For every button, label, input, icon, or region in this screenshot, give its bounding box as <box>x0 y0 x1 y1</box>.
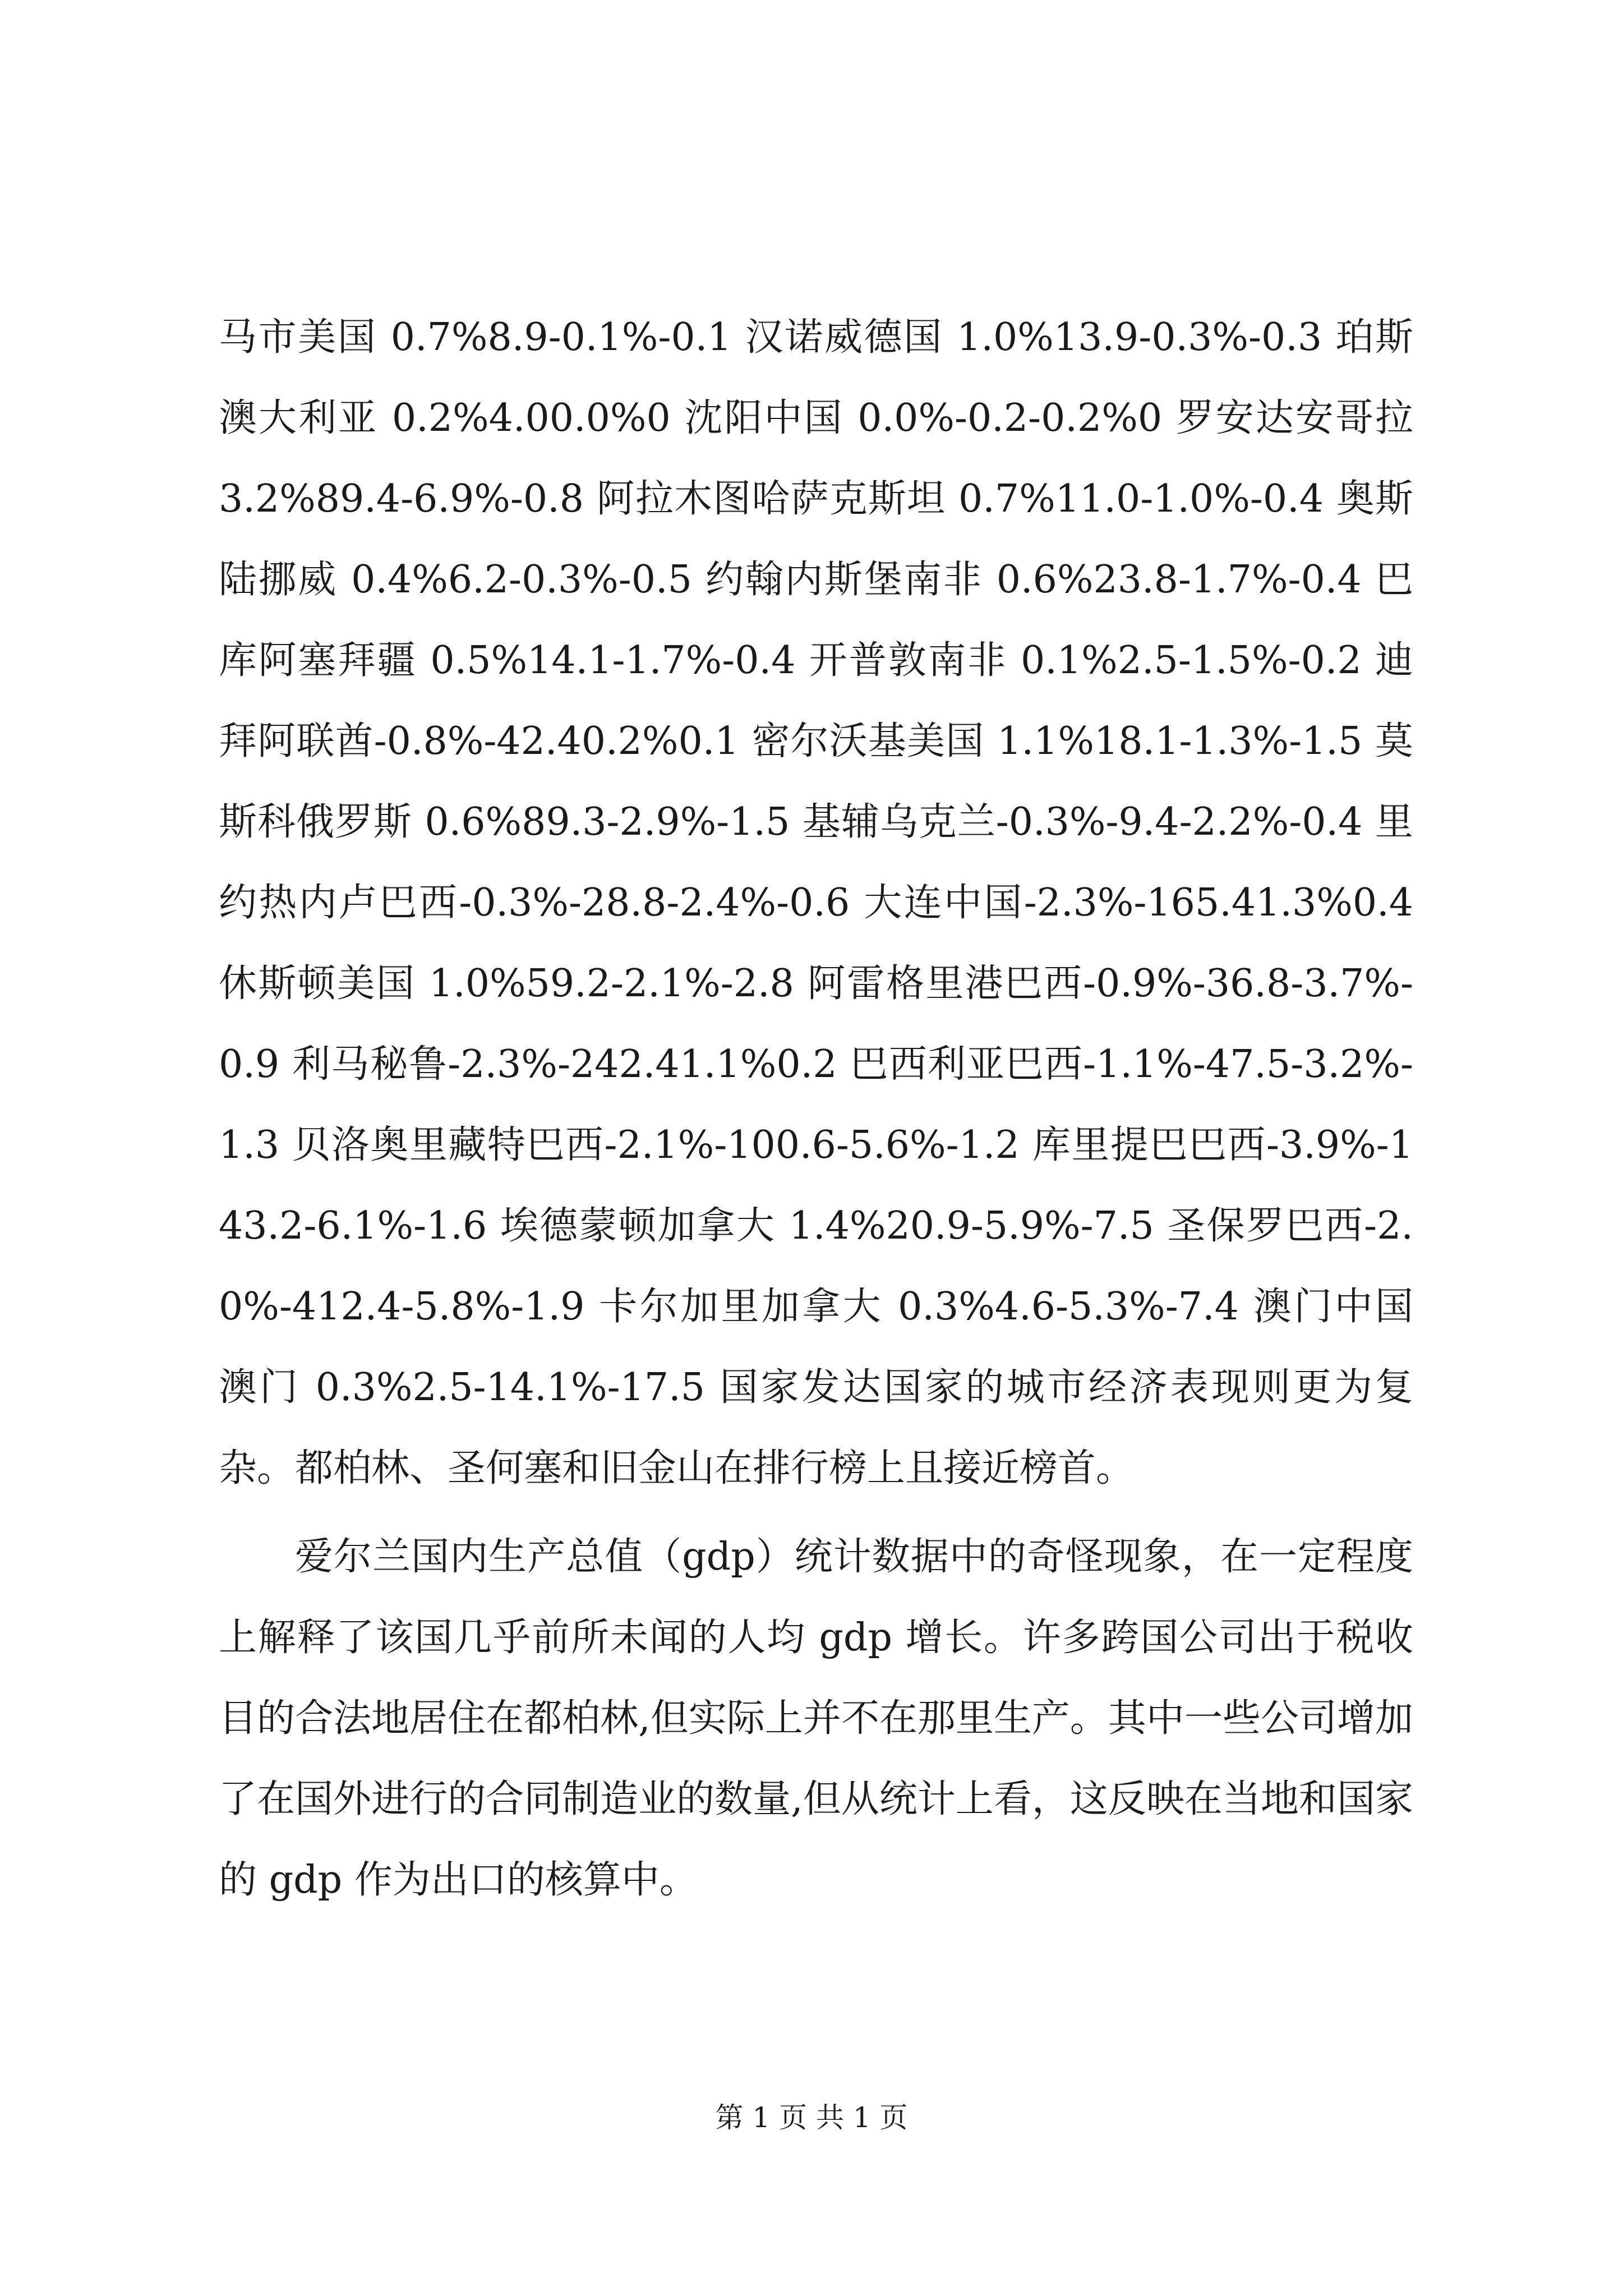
paragraph-ireland-gdp: 爱尔兰国内生产总值（gdp）统计数据中的奇怪现象，在一定程度上解释了该国几乎前所未闻的人均 gdp 增长。许多跨国公司出于税收目的合法地居住在都柏林,但实际上并不在那里生产。其中一些公司增加了在国外进行的合同制造业的数量,但从统计上看，这反映在当地和国家的 gdp 作为出口的核算中。 <box>219 1535 1413 1902</box>
page-footer: 第 1 页 共 1 页 <box>715 2101 908 2134</box>
document-body <box>219 297 1413 1921</box>
paragraph-city-data: 马市美国 0.7%8.9-0.1%-0.1 汉诺威德国 1.0%13.9-0.3%-0.3 珀斯澳大利亚 0.2%4.00.0%0 沈阳中国 0.0%-0.2-0.2%0 罗安达安哥拉 3.2%89.4-6.9%-0.8 阿拉木图哈萨克斯坦 0.7%11.0-1.0%-0.4 奥斯陆挪威 0.4%6.2-0.3%-0.5 约翰内斯堡南非 0.6%23.8-1.7%-0.4 巴库阿塞拜疆 0.5%14.1-1.7%-0.4 开普敦南非 0.1%2.5-1.5%-0.2 迪拜阿联酋-0.8%-42.40.2%0.1 密尔沃基美国 1.1%18.1-1.3%-1.5 莫斯科俄罗斯 0.6%89.3-2.9%-1.5 基辅乌克兰-0.3%-9.4-2.2%-0.4 里约热内卢巴西-0.3%-28.8-2.4%-0.6 大连中国-2.3%-165.41.3%0.4 休斯顿美国 1.0%59.2-2.1%-2.8 阿雷格里港巴西-0.9%-36.8-3.7%-0.9 利马秘鲁-2.3%-242.41.1%0.2 巴西利亚巴西-1.1%-47.5-3.2%-1.3 贝洛奥里藏特巴西-2.1%-100.6-5.6%-1.2 库里提巴巴西-3.9%-143.2-6.1%-1.6 埃德蒙顿加拿大 1.4%20.9-5.9%-7.5 圣保罗巴西-2.0%-412.4-5.8%-1.9 卡尔加里加拿大 0.3%4.6-5.3%-7.4 澳门中国澳门 0.3%2.5-14.1%-17.5 国家发达国家的城市经济表现则更为复杂。都柏林、圣何塞和旧金山在排行榜上且接近榜首。 <box>219 315 1413 1490</box>
